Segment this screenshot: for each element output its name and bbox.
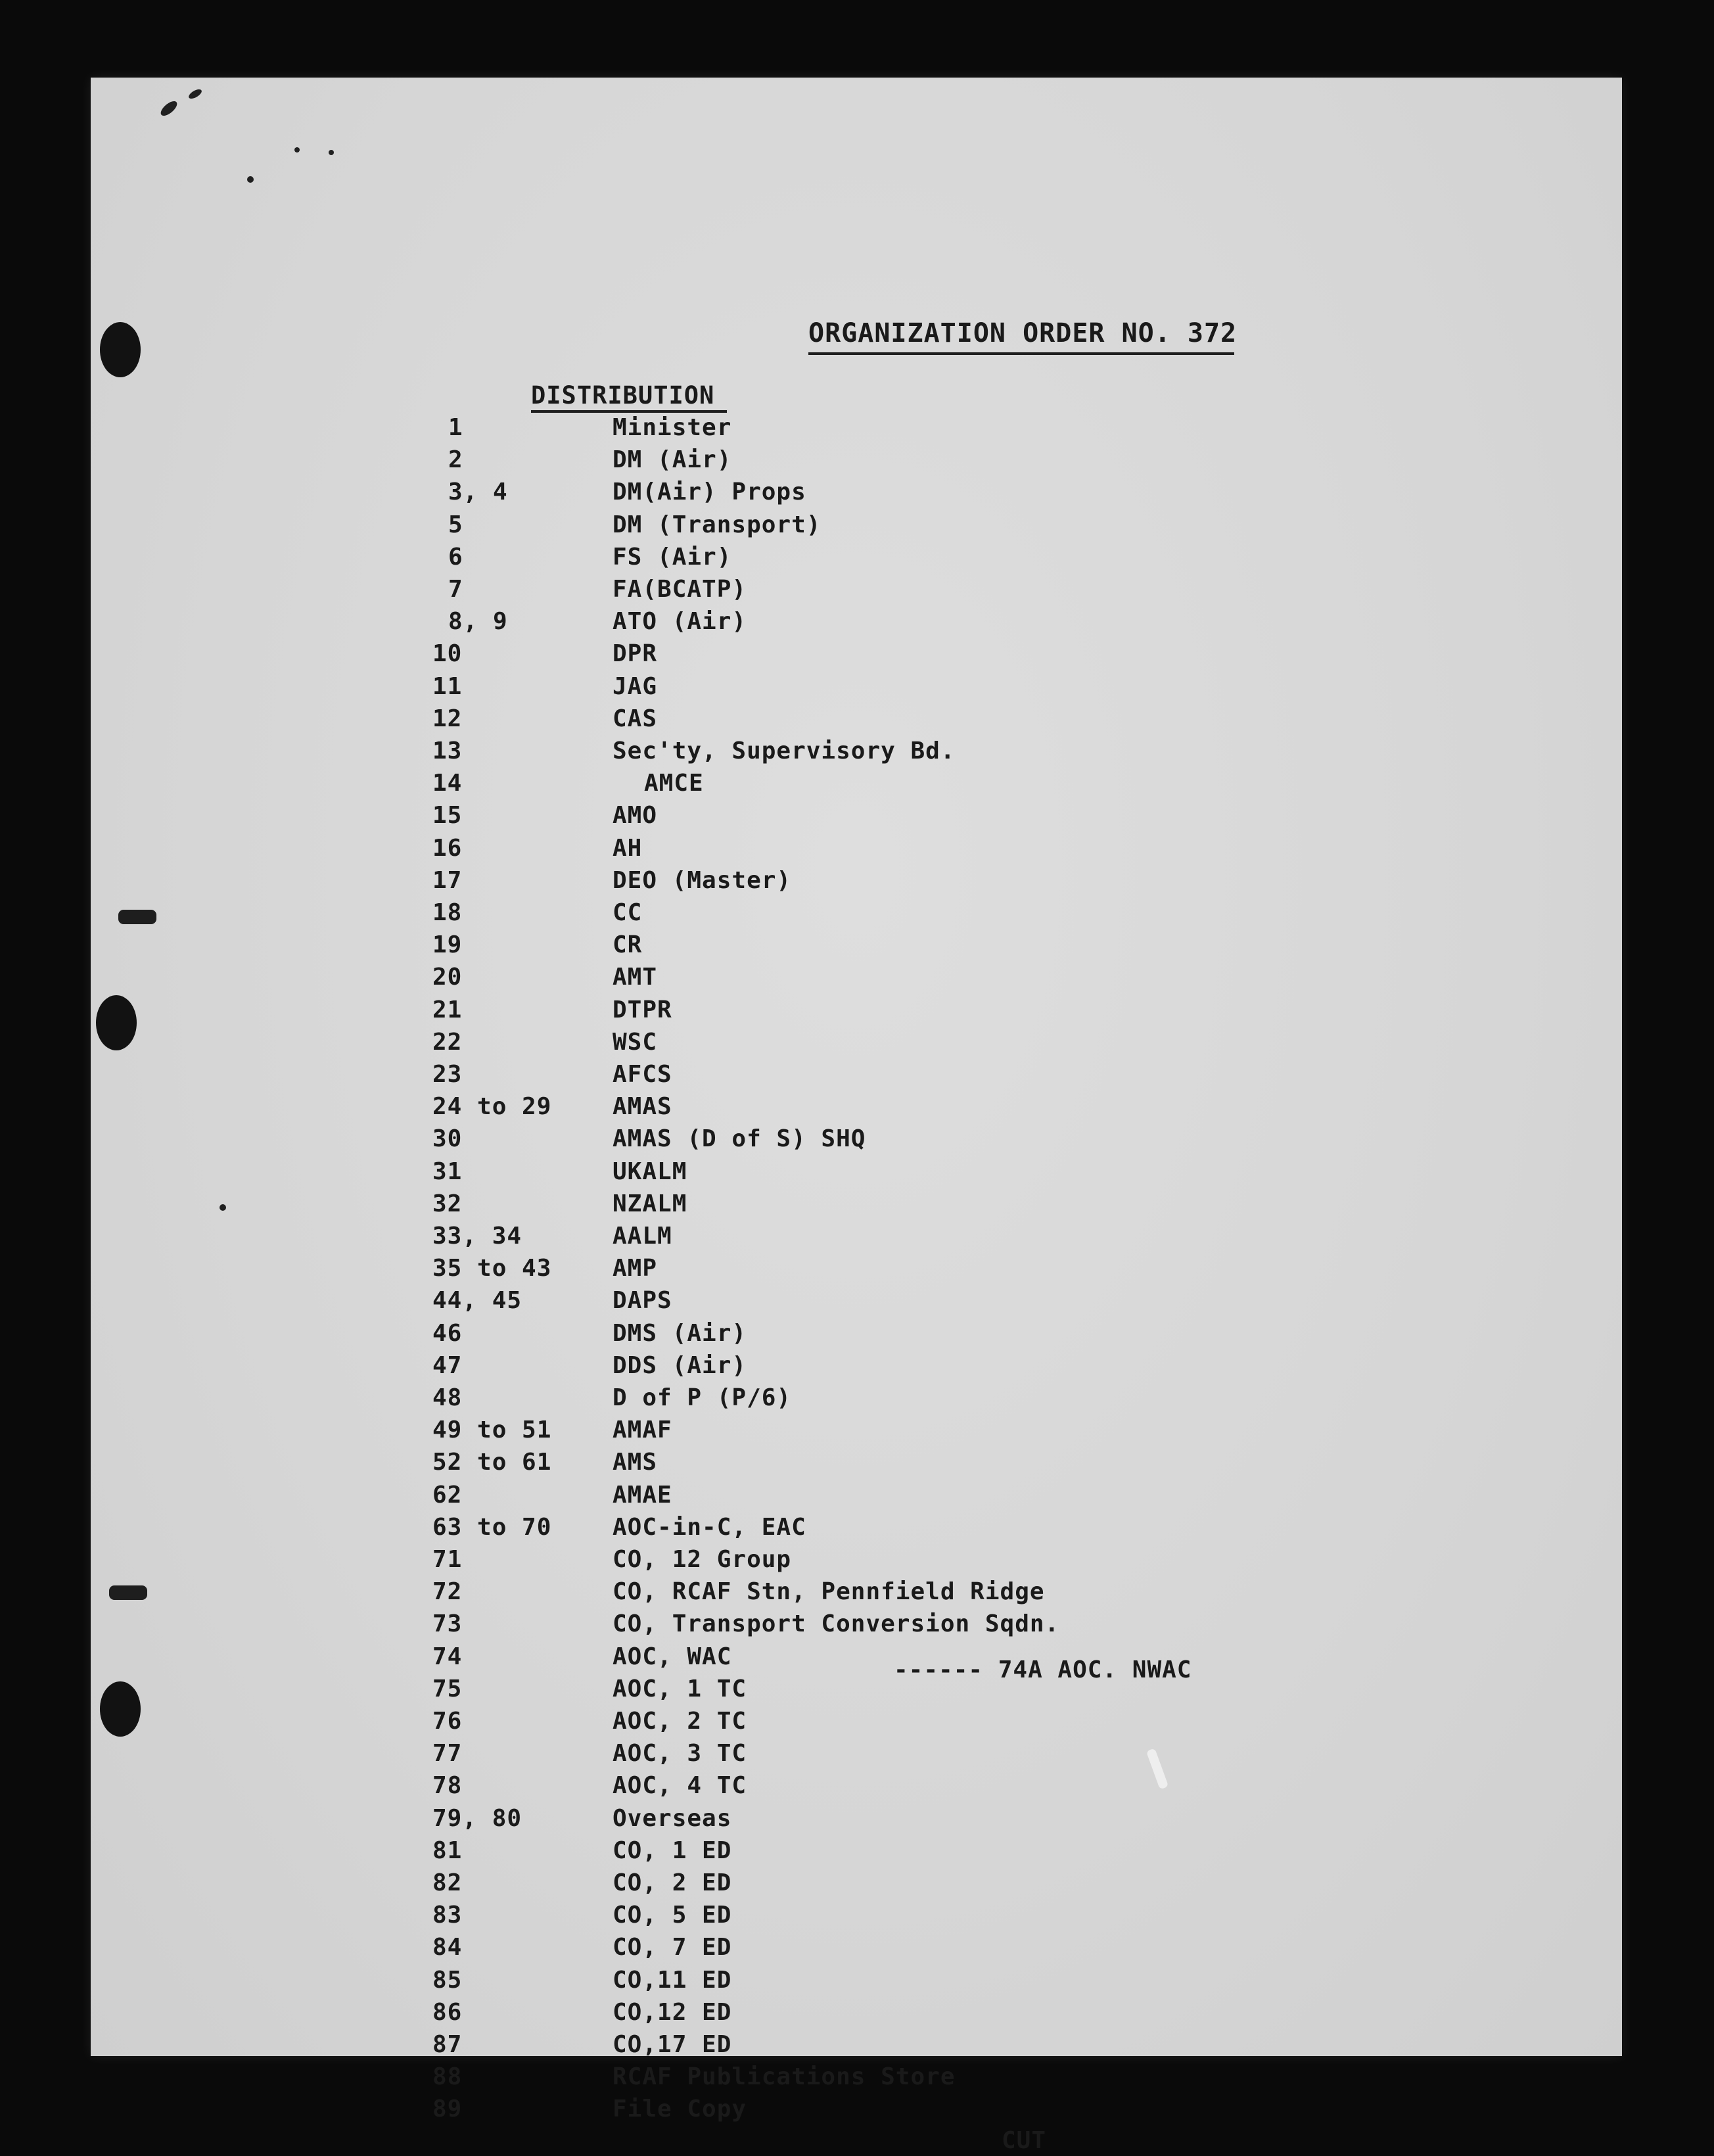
distribution-row bbox=[432, 1221, 1418, 1252]
distribution-row bbox=[432, 1706, 1418, 1737]
recipient: RCAF Publications Store bbox=[613, 2063, 956, 2091]
copy-number: 46 bbox=[432, 1319, 463, 1347]
distribution-row bbox=[432, 672, 1418, 702]
distribution-row bbox=[432, 574, 1418, 605]
document-title: ORGANIZATION ORDER NO. 372 bbox=[808, 318, 1238, 348]
footer-cut: CUT bbox=[1002, 2127, 1047, 2154]
copy-number: 44, 45 bbox=[432, 1287, 522, 1315]
ink-speck bbox=[247, 176, 254, 183]
distribution-row bbox=[432, 413, 1418, 443]
copy-number: 74 bbox=[432, 1643, 463, 1670]
distribution-row bbox=[432, 2094, 1418, 2124]
copy-number: 2 bbox=[448, 446, 463, 474]
distribution-row bbox=[432, 477, 1418, 507]
recipient: AALM bbox=[613, 1223, 672, 1250]
recipient: AOC-in-C, EAC bbox=[613, 1513, 806, 1541]
recipient: CC bbox=[613, 899, 643, 926]
copy-number: 10 bbox=[432, 640, 463, 668]
recipient: D of P (P/6) bbox=[613, 1384, 792, 1411]
copy-number: 33, 34 bbox=[432, 1223, 522, 1250]
copy-number: 85 bbox=[432, 1966, 463, 1994]
copy-number: 71 bbox=[432, 1546, 463, 1573]
recipient: ATO (Air) bbox=[613, 608, 747, 636]
ink-speck bbox=[220, 1204, 226, 1211]
recipient: AMS bbox=[613, 1449, 658, 1476]
copy-number: 82 bbox=[432, 1869, 463, 1896]
copy-number: 83 bbox=[432, 1902, 463, 1929]
distribution-row bbox=[432, 736, 1418, 766]
recipient: Overseas bbox=[613, 1804, 732, 1832]
recipient: AMO bbox=[613, 802, 658, 830]
distribution-row bbox=[432, 995, 1418, 1025]
copy-number: 89 bbox=[432, 2096, 463, 2123]
distribution-row bbox=[432, 1545, 1418, 1575]
distribution-row bbox=[432, 510, 1418, 540]
recipient: CR bbox=[613, 931, 643, 959]
recipient: AMT bbox=[613, 964, 658, 991]
copy-number: 88 bbox=[432, 2063, 463, 2091]
recipient: AMAE bbox=[613, 1481, 672, 1509]
distribution-row bbox=[432, 639, 1418, 669]
copy-number: 21 bbox=[432, 996, 463, 1023]
copy-number: 8, 9 bbox=[448, 608, 508, 636]
copy-number: 17 bbox=[432, 866, 463, 894]
recipient: CO, 5 ED bbox=[613, 1902, 732, 1929]
distribution-row bbox=[432, 607, 1418, 637]
recipient: AOC, 1 TC bbox=[613, 1675, 747, 1702]
copy-number: 5 bbox=[448, 511, 463, 538]
recipient: AH bbox=[613, 834, 643, 862]
recipient: AOC, WAC bbox=[613, 1643, 732, 1670]
distribution-row bbox=[432, 1189, 1418, 1219]
copy-number: 72 bbox=[432, 1578, 463, 1606]
distribution-row bbox=[432, 1900, 1418, 1931]
recipient: DM (Air) bbox=[613, 446, 732, 474]
recipient: DPR bbox=[613, 640, 658, 668]
distribution-row bbox=[432, 1092, 1418, 1122]
distribution-row bbox=[432, 768, 1418, 799]
copy-number: 1 bbox=[448, 414, 463, 441]
copy-number: 79, 80 bbox=[432, 1804, 522, 1832]
copy-number: 14 bbox=[432, 770, 463, 797]
copy-number: 15 bbox=[432, 802, 463, 830]
copy-number: 49 to 51 bbox=[432, 1417, 552, 1444]
copy-number: 48 bbox=[432, 1384, 463, 1411]
copy-number: 23 bbox=[432, 1061, 463, 1088]
recipient: DM(Air) Props bbox=[613, 479, 806, 506]
distribution-row bbox=[432, 2062, 1418, 2092]
recipient: AMAF bbox=[613, 1417, 672, 1444]
recipient: DDS (Air) bbox=[613, 1351, 747, 1379]
copy-number: 86 bbox=[432, 1998, 463, 2026]
recipient: DEO (Master) bbox=[613, 866, 792, 894]
copy-number: 20 bbox=[432, 964, 463, 991]
recipient: AFCS bbox=[613, 1061, 672, 1088]
copy-number: 75 bbox=[432, 1675, 463, 1702]
binder-hole bbox=[100, 1681, 141, 1737]
copy-number: 24 to 29 bbox=[432, 1093, 552, 1121]
distribution-row bbox=[432, 1609, 1418, 1639]
distribution-row bbox=[432, 1319, 1418, 1349]
copy-number: 78 bbox=[432, 1772, 463, 1800]
distribution-row bbox=[432, 1060, 1418, 1090]
side-note: ------ 74A AOC. NWAC bbox=[894, 1656, 1192, 1683]
recipient: WSC bbox=[613, 1028, 658, 1056]
copy-number: 6 bbox=[448, 543, 463, 571]
distribution-row bbox=[432, 1836, 1418, 1866]
distribution-heading: DISTRIBUTION bbox=[531, 381, 715, 410]
recipient: UKALM bbox=[613, 1158, 687, 1185]
tape-mark bbox=[109, 1585, 147, 1600]
recipient: CAS bbox=[613, 705, 658, 732]
recipient: AMCE bbox=[644, 770, 704, 797]
distribution-row bbox=[432, 1415, 1418, 1445]
distribution-row bbox=[432, 1286, 1418, 1316]
copy-number: 77 bbox=[432, 1740, 463, 1768]
distribution-row bbox=[432, 962, 1418, 993]
distribution-row bbox=[432, 1512, 1418, 1543]
distribution-row bbox=[432, 1351, 1418, 1381]
recipient: AOC, 2 TC bbox=[613, 1708, 747, 1735]
binder-hole bbox=[96, 995, 137, 1050]
recipient: Minister bbox=[613, 414, 732, 441]
recipient: CO, 7 ED bbox=[613, 1934, 732, 1961]
recipient: CO, RCAF Stn, Pennfield Ridge bbox=[613, 1578, 1045, 1606]
copy-number: 13 bbox=[432, 738, 463, 764]
recipient: CO,17 ED bbox=[613, 2031, 732, 2058]
recipient: NZALM bbox=[613, 1190, 687, 1217]
distribution-row bbox=[432, 1868, 1418, 1898]
distribution-row bbox=[432, 930, 1418, 960]
copy-number: 87 bbox=[432, 2031, 463, 2058]
distribution-row bbox=[432, 1804, 1418, 1834]
recipient: CO, 2 ED bbox=[613, 1869, 732, 1896]
recipient: CO,11 ED bbox=[613, 1966, 732, 1994]
distribution-row bbox=[432, 1480, 1418, 1511]
copy-number: 76 bbox=[432, 1708, 463, 1735]
copy-number: 3, 4 bbox=[448, 479, 508, 506]
recipient: AMAS bbox=[613, 1093, 672, 1121]
copy-number: 19 bbox=[432, 931, 463, 959]
tape-mark bbox=[118, 910, 156, 924]
document-page bbox=[91, 78, 1622, 2154]
ink-speck bbox=[294, 147, 300, 152]
copy-number: 22 bbox=[432, 1028, 463, 1056]
binder-hole bbox=[100, 322, 141, 377]
distribution-row bbox=[432, 1157, 1418, 1187]
distribution-row bbox=[432, 2030, 1418, 2060]
recipient: FS (Air) bbox=[613, 543, 732, 571]
distribution-list bbox=[91, 78, 1622, 2123]
copy-number: 35 to 43 bbox=[432, 1255, 552, 1282]
copy-number: 11 bbox=[432, 672, 463, 700]
distribution-row bbox=[432, 1027, 1418, 1058]
distribution-row bbox=[432, 866, 1418, 896]
recipient: DAPS bbox=[613, 1287, 672, 1315]
ink-speck bbox=[329, 150, 334, 155]
copy-number: 84 bbox=[432, 1934, 463, 1961]
copy-number: 32 bbox=[432, 1190, 463, 1217]
recipient: AOC, 3 TC bbox=[613, 1740, 747, 1768]
distribution-row bbox=[432, 1965, 1418, 1996]
distribution-row bbox=[432, 1577, 1418, 1607]
copy-number: 7 bbox=[448, 576, 463, 603]
copy-number: 52 to 61 bbox=[432, 1449, 552, 1476]
copy-number: 63 to 70 bbox=[432, 1513, 552, 1541]
distribution-row bbox=[432, 1933, 1418, 1963]
copy-number: 30 bbox=[432, 1125, 463, 1153]
distribution-row bbox=[432, 1254, 1418, 1284]
distribution-row bbox=[432, 1447, 1418, 1478]
copy-number: 16 bbox=[432, 834, 463, 862]
recipient: File Copy bbox=[613, 2096, 747, 2123]
recipient: FA(BCATP) bbox=[613, 576, 747, 603]
copy-number: 73 bbox=[432, 1610, 463, 1638]
distribution-row bbox=[432, 833, 1418, 864]
distribution-row bbox=[432, 898, 1418, 928]
recipient: DMS (Air) bbox=[613, 1319, 747, 1347]
copy-number: 31 bbox=[432, 1158, 463, 1185]
distribution-row bbox=[432, 1998, 1418, 2028]
recipient: Sec'ty, Supervisory Bd. bbox=[613, 738, 956, 764]
recipient: AMP bbox=[613, 1255, 658, 1282]
distribution-row bbox=[432, 1771, 1418, 1801]
distribution-row bbox=[432, 1383, 1418, 1413]
copy-number: 12 bbox=[432, 705, 463, 732]
distribution-row bbox=[432, 1124, 1418, 1154]
recipient: JAG bbox=[613, 672, 658, 700]
recipient: AOC, 4 TC bbox=[613, 1772, 747, 1800]
distribution-row bbox=[432, 445, 1418, 475]
copy-number: 62 bbox=[432, 1481, 463, 1509]
distribution-row bbox=[432, 542, 1418, 573]
recipient: CO, 1 ED bbox=[613, 1837, 732, 1864]
distribution-row bbox=[432, 801, 1418, 831]
recipient: CO, Transport Conversion Sqdn. bbox=[613, 1610, 1060, 1638]
copy-number: 81 bbox=[432, 1837, 463, 1864]
recipient: DM (Transport) bbox=[613, 511, 822, 538]
distribution-row bbox=[432, 1739, 1418, 1769]
distribution-row bbox=[432, 704, 1418, 734]
recipient: CO, 12 Group bbox=[613, 1546, 792, 1573]
recipient: CO,12 ED bbox=[613, 1998, 732, 2026]
copy-number: 18 bbox=[432, 899, 463, 926]
copy-number: 47 bbox=[432, 1351, 463, 1379]
recipient: AMAS (D of S) SHQ bbox=[613, 1125, 866, 1153]
recipient: DTPR bbox=[613, 996, 672, 1023]
